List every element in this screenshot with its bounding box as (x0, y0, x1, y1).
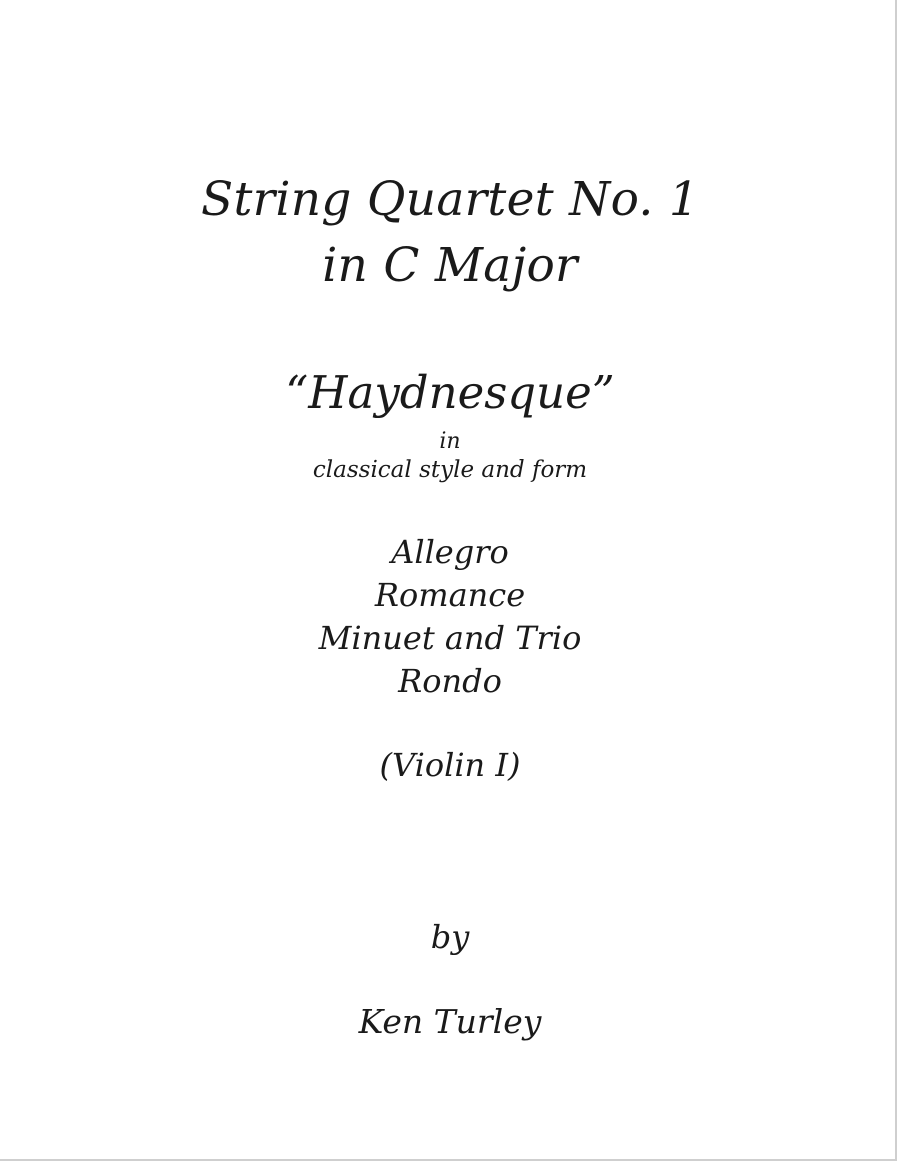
movement-item: Rondo (398, 662, 502, 700)
nickname: “Haydnesque” (285, 366, 615, 419)
movement-item: Allegro (391, 533, 509, 571)
subtitle-style: classical style and form (312, 457, 588, 483)
instrument-part: (Violin I) (379, 746, 521, 784)
movement-item: Minuet and Trio (318, 619, 582, 657)
composer-name: Ken Turley (358, 1002, 542, 1041)
by-label: by (430, 918, 470, 956)
subtitle-in: in (439, 429, 461, 454)
title-line-1: String Quartet No. 1 (200, 172, 700, 227)
title-line-2: in C Major (322, 238, 578, 293)
movement-item: Romance (374, 576, 526, 614)
